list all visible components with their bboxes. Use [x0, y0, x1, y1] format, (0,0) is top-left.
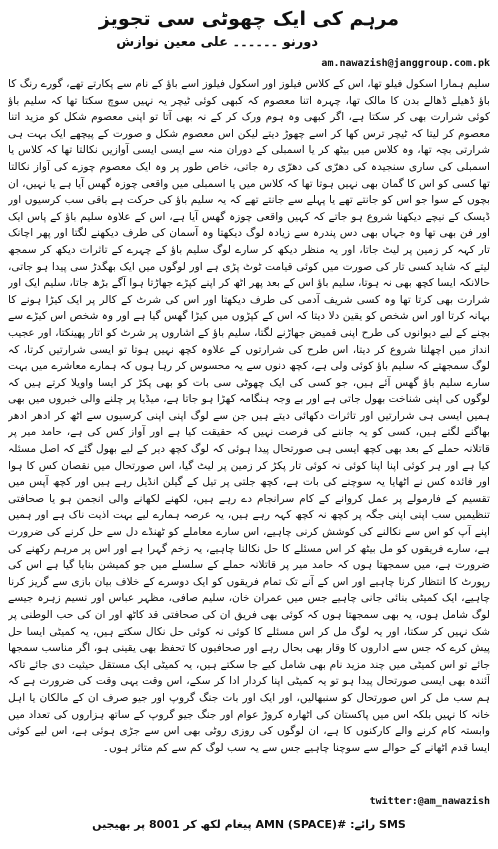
author-name: علی معین نوازش	[116, 35, 228, 50]
author-email[interactable]: am.nawazish@janggroup.com.pk	[321, 58, 490, 69]
byline-label: دورنو ۔۔۔۔۔۔	[232, 35, 318, 50]
twitter-handle[interactable]: twitter:@am_nawazish	[369, 796, 490, 807]
article-paragraph: سلیم ہمارا اسکول فیلو تھا، اس کے کلاس فیلوز اور اسکول فیلوز اسے باؤ کے نام سے پکارتے تھے، گورے رنگ کا باؤ ڈھیلے ڈھالے بدن کا مالک تھا، چہرہ اتنا معصوم کہ کبھی کوئی ٹیچر یہ نہیں سوچ سکتا تھا کہ سلیم باؤ کوئی شرارت بھی کر سکتا ہے، اگر کبھی وہ ہوم ورک کر کے نہ بھی آتا تو اپنی معصوم شکل کو مزید اتنا معصوم کر لیتا کہ ٹیچر ترس کھا کر اسے چھوڑ دیتے لیکن اس معصوم شکل و صورت کے پیچھے ایک بہت ہی شرارتی بچہ تھا، وہ کلاس میں بیٹھ کر یا اسمبلی کے دوران منہ سے ایسی ایسی آوازیں نکالتا تھا کہ کلاس یا اسمبلی کی ساری سنجیدہ کی دھرّی کی دھرّی رہ جاتی، خاص طور پر وہ ایک معصوم چوزے کی آواز نکالتا تھا کسی کو اس کا گمان بھی نہیں ہوتا تھا کہ کلاس میں یا اسمبلی میں واقعی چوزہ گھس آیا ہے یا نہیں، ان بچوں کے سوا جو اس کو جانتے تھے یا پہلے سے جانتے تھے کہ یہ سلیم باؤ کی حرکت ہے باقی سب کرسیوں اور ڈیسک کے نیچے دیکھنا شروع ہو جاتے کہ کہیں واقعی چوزہ گھس آیا ہے، اس کے علاوہ سلیم باؤ کے پاس ایک اور فن بھی تھا وہ جہاں بھی دس پندرہ سے زیادہ لوگ دیکھتا وہ آسمان کی طرف دیکھنے لگتا اور پھر اچانک تار کہہ کر زمین پر لیٹ جاتا، اور یہ منظر دیکھ کر سارے لوگ سلیم باؤ کے چہرے کے تاثرات دیکھ کر سمجھ لیتے کہ شاید کسی تار کی صورت میں کوئی قیامت ٹوٹ پڑی ہے اور لوگوں میں ایک بھگدڑ سی پیدا ہو جاتی، حالانکہ ایسا کچھ بھی نہ ہوتا، سلیم باؤ اس کے بعد پھر اٹھ کر اپنے کپڑے جھاڑتا ہوا آگے بڑھ جاتا، سلیم ایک اور شرارت بھی کرتا تھا وہ کسی شریف آدمی کی طرف دیکھتا اور اس کی شرٹ کے کالر پر ایک کیڑا ہونے کا بہانہ کرتا اور اس شخص کو یقین دلا دیتا کہ اس کے کپڑوں میں کیڑا گھس گیا ہے اور وہ شخص اس کیڑے سے بچنے کے لیے دیوانوں کی طرح اپنی قمیض جھاڑنے لگتا، سلیم باؤ کے اشاروں پر شرٹ کو اتار پھینکتا، اور عجیب انداز میں اچھلنا شروع کر دیتا، اس طرح کی شرارتوں کے علاوہ کچھ نہیں ہوتا تو ایسی شرارتیں کرتا، کہ لوگ سمجھتے کہ سلیم باؤ کوئی ولی ہے، کچھ دنوں سے یہ محسوس کر رہا ہوں کہ ہمارے معاشرے میں بہت سارے سلیم باؤ گھس آئے ہیں، جو کسی کی ایک چھوٹی سی بات کو بھی پکڑ کر ایسا واویلا کرتے ہیں کہ لوگوں کی اپنی شناخت بھول جاتی ہے اور بے وجہ ہنگامہ کھڑا ہو جاتا ہے، میڈیا پر چلنے والی خبروں میں بھی ہمیں ایسی ہی شرارتیں اور تاثرات دکھائی دیتے ہیں جن سے لوگ اپنی اپنی کرسیوں سے اٹھ کر ادھر ادھر بھاگنے لگتے ہیں، کسی کو یہ جاننے کی فرصت نہیں کہ حقیقت کیا ہے اور آواز کس کی ہے، حامد میر پر قاتلانہ حملے کے بعد بھی کچھ ایسی ہی صورتحال پیدا ہوئی کہ لوگ کچھ دیر کے لیے بھول گئے کہ اصل مسئلہ کیا ہے اور ہر کوئی اپنا اپنا کوئی نہ کوئی تار پکڑ کر زمین پر لیٹ گیا، اس صورتحال میں نقصان کس کا ہوا اور فائدہ کس نے اٹھایا یہ سوچنے کی بات ہے، کچھ جلتی پر تیل کے گیلن انڈیل رہے ہیں اور کچھ آپس میں تقسیم کے فارمولے پر عمل کروانے کے کام سرانجام دے رہے ہیں، لکھنے لکھانے والی انجمن ہو یا صحافتی تنظیمیں سب اپنی اپنی جگہ پر کچھ نہ کچھ کہہ رہے ہیں، یہ عرصہ ہمارے لیے بہت اذیت ناک ہے اور ہمیں اپنے آپ کو اس سے نکالنے کی کوشش کرنی چاہیے، اس سارے معاملے کو ٹھنڈے دل سے حل کرنے کی ضرورت ہے، سارے فریقوں کو مل بیٹھ کر اس مسئلے کا حل نکالنا چاہیے، یہ زخم گہرا ہے اور اس پر مرہم رکھنے کی ضرورت ہے، میں سمجھتا ہوں کہ حامد میر پر قاتلانہ حملے کے سلسلے میں جو کمیشن بنایا گیا ہے اس کی رپورٹ کا انتظار کرنا چاہیے اور اس کے آنے تک تمام فریقوں کو ایک دوسرے کے خلاف بیان بازی سے گریز کرنا چاہیے، ایک کمیٹی بنائی جانی چاہیے جس میں عمران خان، سلیم صافی، مظہر عباس اور نسیم زہرہ جیسے لوگ شامل ہوں، یہ بھی سمجھتا ہوں کہ کوئی بھی فریق ان کی صحافتی قد کاٹھ اور ان کی حب الوطنی پر شک نہیں کر سکتا، اور یہ لوگ مل کر اس مسئلے کا کوئی نہ کوئی حل نکال سکتے ہیں، یہ کمیٹی ایسا حل پیش کرے کہ جس سے اداروں کا وقار بھی بحال رہے اور صحافیوں کا تحفظ بھی یقینی ہو، اگر مناسب سمجھا جائے تو اس کمیٹی میں چند مزید نام بھی شامل کیے جا سکتے ہیں، یہ کمیٹی ایک مستقل حیثیت دی جائے تاکہ آئندہ بھی ایسی صورتحال پیدا ہو تو یہ کمیٹی اپنا کردار ادا کر سکے، اس وقت یہی وقت کی ضرورت ہے کہ ہم سب مل کر اس صورتحال کو سنبھالیں، اور ایک اور بات جنگ گروپ اور جیو صرف ان کے مالکان یا اہل خانہ کا نہیں بلکہ اس میں پاکستان کی اٹھارہ کروڑ عوام اور جنگ جیو گروپ کے ساتھ ہزاروں کی تعداد میں وابستہ کام کرنے والے کارکنوں کا ہے، ان لوگوں کی روزی روٹی بھی اس سے جڑی ہوئی ہے، اس لیے کوئی ایسا قدم اٹھانے کے حوالے سے سوچنا چاہیے جس سے یہ سب لوگ کم سے کم متاثر ہوں۔	[8, 78, 490, 754]
byline	[116, 34, 318, 52]
sms-instructions: SMS رائے: #AMN (SPACE) پیغام لکھ کر 8001 پر بھیجیں	[92, 818, 406, 831]
article-body	[8, 76, 490, 788]
column-title: مرہم کی ایک چھوٹی سی تجویز	[98, 8, 400, 30]
